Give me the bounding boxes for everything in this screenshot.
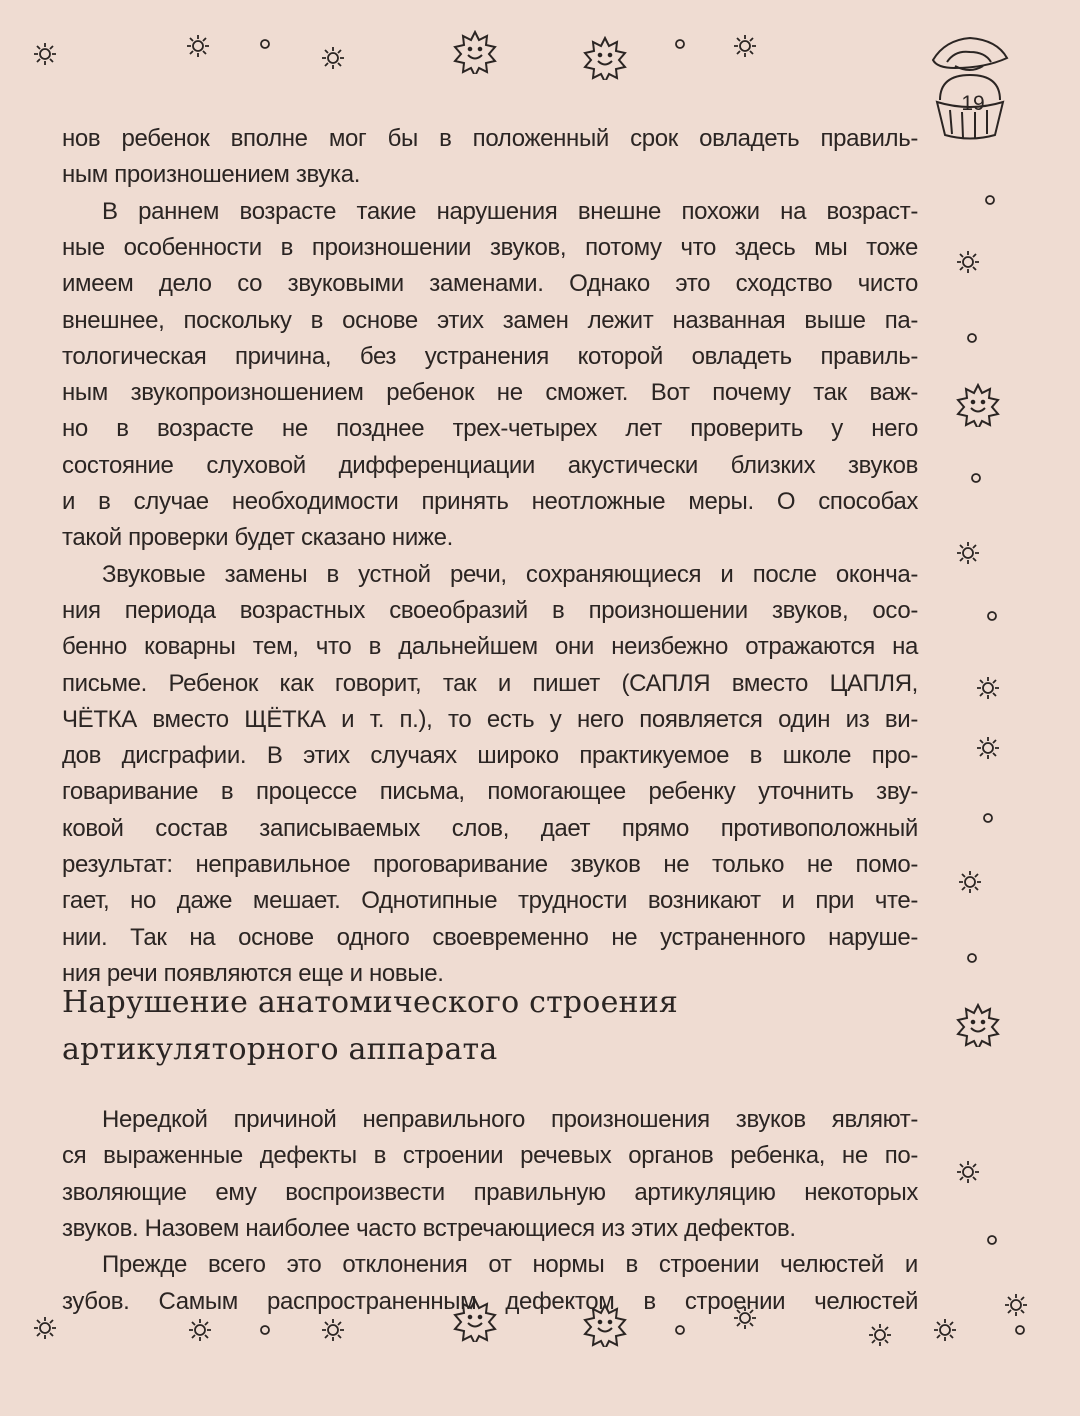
text-line: имеем дело со звуковыми заменами. Однако это сходство чисто xyxy=(62,270,918,298)
sun-icon xyxy=(33,1316,57,1345)
text-line: дов дисграфии. В этих случаях широко практикуемое в школе про- xyxy=(62,742,918,770)
text-line: ЧЁТКА вместо ЩЁТКА и т. п.), то есть у него появляется один из ви- xyxy=(62,705,918,733)
text-line: и в случае необходимости принять неотложные меры. О способах xyxy=(62,488,918,515)
text-line: В раннем возрасте такие нарушения внешне похожи на возраст- xyxy=(102,197,918,225)
text-line: бенно коварны тем, что в дальнейшем они неизбежно отражаются на xyxy=(62,633,918,661)
sun-icon xyxy=(956,541,980,570)
flower-icon xyxy=(985,1233,999,1252)
sun-icon xyxy=(321,46,345,75)
text-line: зволяющие ему воспроизвести правильную артикуляцию некоторых xyxy=(62,1178,918,1206)
flower-icon xyxy=(258,1323,272,1342)
sun-icon xyxy=(956,1160,980,1189)
text-line: звуков. Назовем наиболее часто встречающиеся из этих дефектов. xyxy=(62,1214,796,1242)
text-line: нов ребенок вполне мог бы в положенный срок овладеть правиль- xyxy=(62,125,918,152)
flower-icon xyxy=(673,37,687,56)
text-line: Звуковые замены в устной речи, сохраняющиеся и после оконча- xyxy=(102,560,918,588)
smiling-sun-icon xyxy=(583,36,627,85)
sun-icon xyxy=(733,34,757,63)
sun-icon xyxy=(956,250,980,279)
flower-icon xyxy=(1013,1323,1027,1342)
text-line: результат: неправильное проговаривание звуков не только не помо- xyxy=(62,851,918,878)
flower-icon xyxy=(965,951,979,970)
smiling-sun-icon xyxy=(583,1303,627,1352)
sun-icon xyxy=(976,736,1000,765)
text-line: но в возрасте не позднее трех-четырех лет проверить у него xyxy=(62,415,918,443)
smiling-sun-icon xyxy=(956,1003,1000,1052)
text-line: зубов. Самым распространенным дефектом в строении челюстей xyxy=(62,1287,918,1315)
text-line: такой проверки будет сказано ниже. xyxy=(62,524,453,552)
sun-icon xyxy=(33,42,57,71)
flower-icon xyxy=(673,1323,687,1342)
smiling-sun-icon xyxy=(956,383,1000,432)
sun-icon xyxy=(733,1306,757,1335)
text-line: ные особенности в произношении звуков, потому что здесь мы тоже xyxy=(62,233,918,261)
sun-icon xyxy=(321,1318,345,1347)
text-line: письме. Ребенок как говорит, так и пишет (САПЛЯ вместо ЦАПЛЯ, xyxy=(62,669,918,697)
text-line: ся выраженные дефекты в строении речевых органов ребенка, не по- xyxy=(62,1142,918,1170)
text-line: нии. Так на основе одного своевременно не устраненного наруше- xyxy=(62,923,918,951)
flower-icon xyxy=(985,609,999,628)
doll-basket-icon xyxy=(925,30,1015,150)
text-line: внешнее, поскольку в основе этих замен лежит названная выше па- xyxy=(62,306,918,334)
text-line: говаривание в процессе письма, помогающее ребенку уточнить зву- xyxy=(62,778,918,806)
text-line: ния речи появляются еще и новые. xyxy=(62,959,444,987)
sun-icon xyxy=(868,1323,892,1352)
flower-icon xyxy=(983,193,997,212)
text-line: Нередкой причиной неправильного произношения звуков являют- xyxy=(102,1106,918,1133)
smiling-sun-icon xyxy=(453,1298,497,1347)
sun-icon xyxy=(933,1318,957,1347)
text-line: ковой состав записываемых слов, дает прямо противоположный xyxy=(62,814,918,842)
sun-icon xyxy=(958,870,982,899)
flower-icon xyxy=(969,471,983,490)
sun-icon xyxy=(188,1318,212,1347)
flower-icon xyxy=(965,331,979,350)
smiling-sun-icon xyxy=(453,30,497,79)
text-line: Прежде всего это отклонения от нормы в строении челюстей и xyxy=(102,1251,918,1279)
heading-line: артикуляторного аппарата xyxy=(62,1032,498,1067)
text-line: ным звукопроизношением ребенок не сможет. Вот почему так важ- xyxy=(62,379,918,407)
text-line: ния периода возрастных своеобразий в произношении звуков, осо- xyxy=(62,596,918,624)
text-line: тологическая причина, без устранения которой овладеть правиль- xyxy=(62,342,918,370)
text-line: гает, но даже мешает. Однотипные трудности возникают и при чте- xyxy=(62,887,918,915)
sun-icon xyxy=(976,676,1000,705)
text-line: ным произношением звука. xyxy=(62,161,361,189)
heading-line: Нарушение анатомического строения xyxy=(62,985,679,1020)
flower-icon xyxy=(981,811,995,830)
flower-icon xyxy=(258,37,272,56)
sun-icon xyxy=(186,34,210,63)
text-line: состояние слуховой дифференциации акустически близких звуков xyxy=(62,451,918,479)
sun-icon xyxy=(1004,1293,1028,1322)
page-number: 19 xyxy=(961,92,985,115)
